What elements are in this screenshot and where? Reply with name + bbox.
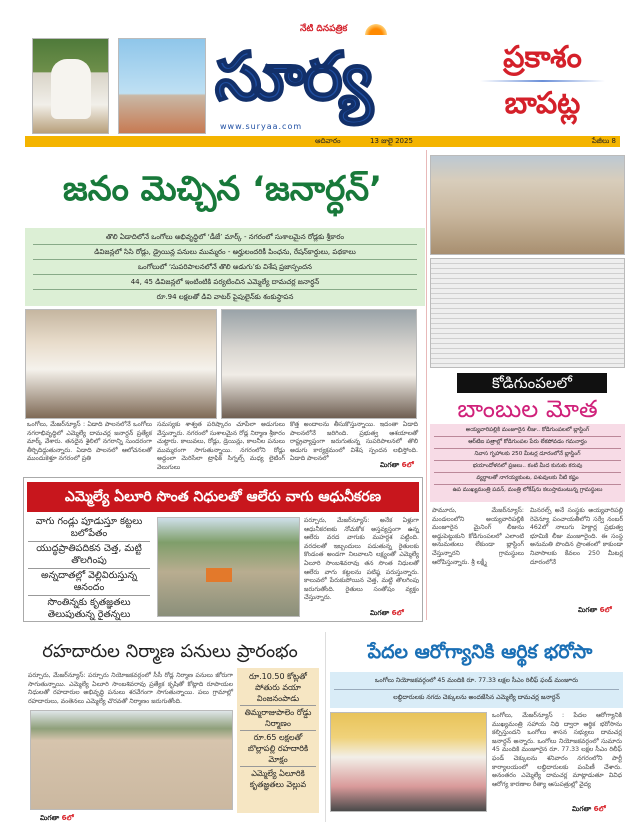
pages-label: పేజీలు 8: [591, 137, 616, 145]
date-label: 13 జులై 2025: [370, 137, 413, 145]
continued-label: మిగతా: [40, 814, 60, 822]
side-headline[interactable]: బాంబుల మోత: [457, 395, 598, 423]
health-continued[interactable]: [572, 805, 606, 814]
edition-district-1: ప్రకాశం: [503, 40, 582, 75]
river-subhead: యుద్ధప్రాతిపదికన చెత్త, మట్టి తొలగింపు: [28, 542, 150, 569]
side-highlight: భయాందోళనలో ప్రజలు.. కంటి మీద కునుకు కరువు: [434, 461, 621, 473]
roads-sidebar-item: ఎమ్మెల్యే ఏలూరికి కృతజ్ఞతలు వెల్లువ: [249, 769, 307, 789]
continued-page: 6లో: [593, 805, 606, 813]
lead-highlights-box: [25, 228, 425, 306]
lead-body-col-2: సమస్యకు శాశ్వత పరిష్కారం చూపేలా అడుగులు వేస్తున్నారు. నగరంలో సుశాలమైన రోడ్ల నిర్మాణ శ్రీకారం చుట్టారు. కాలువలు, రోడ్లు, డ్రెయిన్లు, కాలనీల పనులు ముమ్మరంగా సాగుతున్నాయి. నగరంలోని రోడ్లు అద్దంలా మెరిసేలా ట్రాఫిక్ సిగ్నల్స్ మధ్య లైటింగ్ వెలుగులు: [157, 421, 285, 471]
side-body-col-1: పామూరు, మేజర్‌న్యూస్: మండలంలోని అయ్యవారిపల్లికి మంజూరైన మైనింగ్ లీజును అడ్డుపెట్టుకుని కోడిగుంపలలో ఎలాంటి అనుమతులు లేకుండా బ్లాస్టింగ్ చేస్తున్నారని గ్రామస్థులు ఆరోపిస్తున్నారు. శ్రీ లక్ష్మీ: [432, 507, 524, 566]
side-continued[interactable]: [578, 606, 612, 615]
continued-page: 6లో: [61, 814, 74, 822]
roads-photo: [30, 710, 233, 810]
river-subhead: అన్నదాతల్లో వెల్లివిరుస్తున్న ఆనందం: [28, 569, 150, 596]
river-subhead: సొంతిన్నకు కృతజ్ఞతలు తెలుపుతున్న రైతన్నలు: [47, 597, 131, 620]
side-highlights-box: [430, 424, 625, 502]
lead-body-col-3: కొత్త అందాలను తీసుకొస్తున్నాయి. ఇదంతా ఏడాది పాలనలోనే జరిగింది. ప్రభుత్వ ఆశయాలతో రాష్ట్రవ్యాప్తంగా జరుగుతున్న సుపరిపాలనలో తొలి అడుగు కార్యక్రమంలో విశేష స్పందన లభిస్తోంది. ఏడాది పాలనలో: [290, 421, 418, 463]
side-kicker: కోడిగుంపలలో: [457, 373, 607, 393]
lead-continued[interactable]: [380, 461, 414, 470]
roads-continued[interactable]: [40, 814, 74, 823]
continued-page: 6లో: [391, 609, 404, 617]
lead-highlight: ఒంగోలులో ‘సుపరిపాలనలోనే తొలి అడుగు’కు విశేష ప్రజాస్పందన: [33, 260, 417, 275]
river-continued[interactable]: [370, 609, 404, 618]
edition-divider: [480, 80, 605, 82]
side-highlight: ఉప ముఖ్యమంత్రి పవన్, మంత్రి లోకేష్‌ను కలుస్తామంటున్న గ్రామస్థులు: [452, 487, 603, 493]
health-highlights-box: [330, 672, 623, 708]
lead-highlight: తొలి ఏడాదిలోనే ఒంగోలు అభివృద్ధిలో ‘డీజే’ మార్క్ - నగరంలో సుశాలమైన రోడ్లకు శ్రీకారం: [33, 230, 417, 245]
lead-highlight: 44, 45 డివిజన్లలో ఇంటింటికి పర్యటించిన ఎమ్మెల్యే దామచర్ల జనార్ధన్: [33, 275, 417, 290]
continued-label: మిగతా: [370, 609, 390, 617]
roads-sidebar: [237, 668, 319, 813]
side-body-col-2: మినరల్స్ అనే సంస్థకు అయ్యవారిపల్లి రెవెన్యూ పంచాయతీలోని సర్వే నంబర్ 462లో నాలుగు హెక్టార్ల ప్రభుత్వ భూమికి లీజు మంజూరైంది. ఈ సంస్థ అనుమతి పొందిన ప్రాంతంలో కాకుండా నివాసాలకు కేవలం 250 మీటర్ల దూరంలోనే: [530, 507, 623, 566]
continued-page: 6లో: [599, 606, 612, 614]
roads-body: పర్చూరు, మేజర్‌న్యూస్: పర్చూరు నియోజకవర్గంలో సీసీ రోడ్ల నిర్మాణ పనులు జోరుగా సాగుతున్నాయి. ఎమ్మెల్యే ఏలూరి సాంబశివరావు ప్రత్యేక కృషితో కోట్లాది రూపాయల నిధులతో రహదారుల అభివృద్ధి పనులు శరవేగంగా సాగుతున్నాయి. పలు గ్రామాల్లో రహదారులు, వంతెనలు ఎమ్మెల్యే చొరవతో నిర్మాణం జరుగుతోంది.: [28, 672, 233, 705]
roads-headline[interactable]: రహదారుల నిర్మాణ పనులు ప్రారంభం: [42, 641, 298, 662]
bottom-divider: [325, 632, 326, 822]
sun-icon: [365, 24, 387, 35]
website-url: www.suryaa.com: [220, 122, 303, 131]
masthead: [0, 0, 640, 150]
lead-photo-1: [25, 309, 217, 419]
continued-page: 6లో: [401, 461, 414, 469]
continued-label: మిగతా: [572, 805, 592, 813]
side-highlight: నివాస గృహాలకు 250 మీటర్ల దూరంలోనే బ్లాస్టింగ్: [434, 449, 621, 461]
river-body: పర్చూరు, మేజర్‌న్యూస్: అనేక ఏళ్లుగా ఆధునీకరణకు నోచుకోక అస్తవ్యస్తంగా ఉన్న ఆలేరు వరద వాగుకు మహర్దశ పట్టింది. వరదలతో ఇబ్బందులు పడుతున్న రైతులకు కొండంత అండగా నిలవాలని లక్ష్యంతో ఎమ్మెల్యే ఏలూరి సాంబశివరావు తన సొంత నిధులతో ఆలేరు వాగు కట్టలను పటిష్ఠ పరుస్తున్నారు. కాలువలో పేరుకుపోయిన చెత్త, మట్టి తొలగింపు జరుగుతోంది. రైతులు సంతోషం వ్యక్తం చేస్తున్నారు.: [304, 517, 419, 602]
lead-photo-2: [221, 309, 417, 419]
side-photo-quarry: [430, 155, 625, 255]
masthead-photo-bull: [32, 38, 109, 134]
health-photo: [330, 712, 487, 812]
river-headline[interactable]: ఎమ్మెల్యే ఏలూరి సొంత నిధులతో ఆలేరు వాగు ఆధునీకరణ: [27, 482, 419, 512]
logo-tagline: నేటి దినపత్రిక: [300, 24, 348, 34]
day-label: ఆదివారం: [315, 137, 341, 145]
roads-sidebar-item: రూ.65 లక్షలతో బొల్లాపల్లి రహదారికి మోక్షం: [240, 731, 316, 767]
side-photo-documents: [430, 258, 625, 368]
excavator-shape: [206, 568, 232, 582]
health-body: ఒంగోలు, మేజర్‌న్యూస్ : పేదల ఆరోగ్యానికి ముఖ్యమంత్రి సహాయ నిధి ద్వారా ఆర్థిక భరోసాను కల్పిస్తుందని ఒంగోలు శాసన సభ్యులు దామచర్ల జనార్ధన్ అన్నారు. ఒంగోలు నియోజకవర్గంలో సుమారు 45 మందికి మంజూరైన రూ. 77.33 లక్షల సీఎం రిలీఫ్ ఫండ్ చెక్కులను శనివారం నగరంలోని పార్టీ కార్యాలయంలో లబ్ధిదారులకు పంపిణీ చేశారు. అనంతరం ఎమ్మెల్యే దామచర్ల మాట్లాడుతూ వివిధ ఆరోగ్య కారణాల రీత్యా ఆసుపత్రుల్లో వైద్య: [492, 712, 622, 788]
side-highlight: అయ్యవారిపల్లికి మంజూరైన లీజు.. కోడిగుంపలలో బ్లాస్టింగ్: [434, 425, 621, 437]
lead-body-col-1: ఒంగోలు, మేజర్‌న్యూస్ : ఏడాది పాలనలోనే ఒంగోలు నగరాభివృద్ధిలో ఎమ్మెల్యే దామచర్ల జనార్ధన్ ప్రత్యేక మార్క్ వేశారు. తనదైన శైలిలో నగరాన్ని సుందరంగా తీర్చిదిద్దుతున్నారు. ఏడాది పాలనలో ఆలోచనలతో ముందుకెళ్తూ నగరంలో ప్రతి: [27, 421, 152, 463]
continued-label: మిగతా: [578, 606, 598, 614]
logo-wordmark: సూర్య: [215, 38, 371, 115]
side-highlight: ఆర్‌టిఐ పత్రాల్లో కోడిగుంపల పేరు లేకపోవడం గమనార్హం: [434, 437, 621, 449]
river-subheads: [28, 515, 150, 622]
date-band: [25, 136, 620, 147]
roads-sidebar-item: రూ.10.50 కోట్లతో పోతురు వయా వింజనంపాడు: [240, 670, 316, 706]
river-photo-excavator: [157, 517, 300, 617]
newspaper-logo: [215, 24, 455, 134]
side-highlight: వ్యర్థాలతో నాగయ్యకుంట, పశువులకు నీటి కష్టం: [434, 473, 621, 485]
health-highlight: లబ్ధిదారులకు నగదు చెక్కులను అందజేసిన ఎమ్మెల్యే దామచర్ల జనార్ధన్: [393, 694, 560, 701]
health-headline[interactable]: పేదల ఆరోగ్యానికి ఆర్థిక భరోసా: [367, 641, 593, 663]
lead-highlight: రూ.94 లక్షలతో డివి వాటర్ పైపులైన్‌కు శంకుస్థాపన: [156, 293, 294, 301]
lead-highlight: డివిజన్లలో సిసి రోడ్లు, డ్రైయిన్ల పనులు ముమ్మరం - అర్హులందరికీ పింఛను, రేషన్‌కార్డులు, పథకాలు: [33, 245, 417, 260]
edition-name: [470, 38, 615, 124]
side-divider: [426, 150, 427, 620]
river-subhead: వాగు గండ్లు పూడుస్తూ కట్టలు బలోపేతం: [28, 515, 150, 542]
lead-headline[interactable]: జనం మెచ్చిన ‘జనార్ధన్’: [62, 169, 383, 209]
edition-district-2: బాపట్ల: [504, 86, 581, 121]
masthead-photo-beach: [118, 38, 206, 134]
roads-sidebar-item: తిమ్మరాజుపాలెం రోడ్డు నిర్మాణం: [240, 706, 316, 731]
continued-label: మిగతా: [380, 461, 400, 469]
health-highlight: ఒంగోలు నియోజకవర్గంలో 45 మందికి రూ. 77.33 లక్షల సీఎం రిలీఫ్ ఫండ్ మంజూరు: [334, 673, 619, 690]
